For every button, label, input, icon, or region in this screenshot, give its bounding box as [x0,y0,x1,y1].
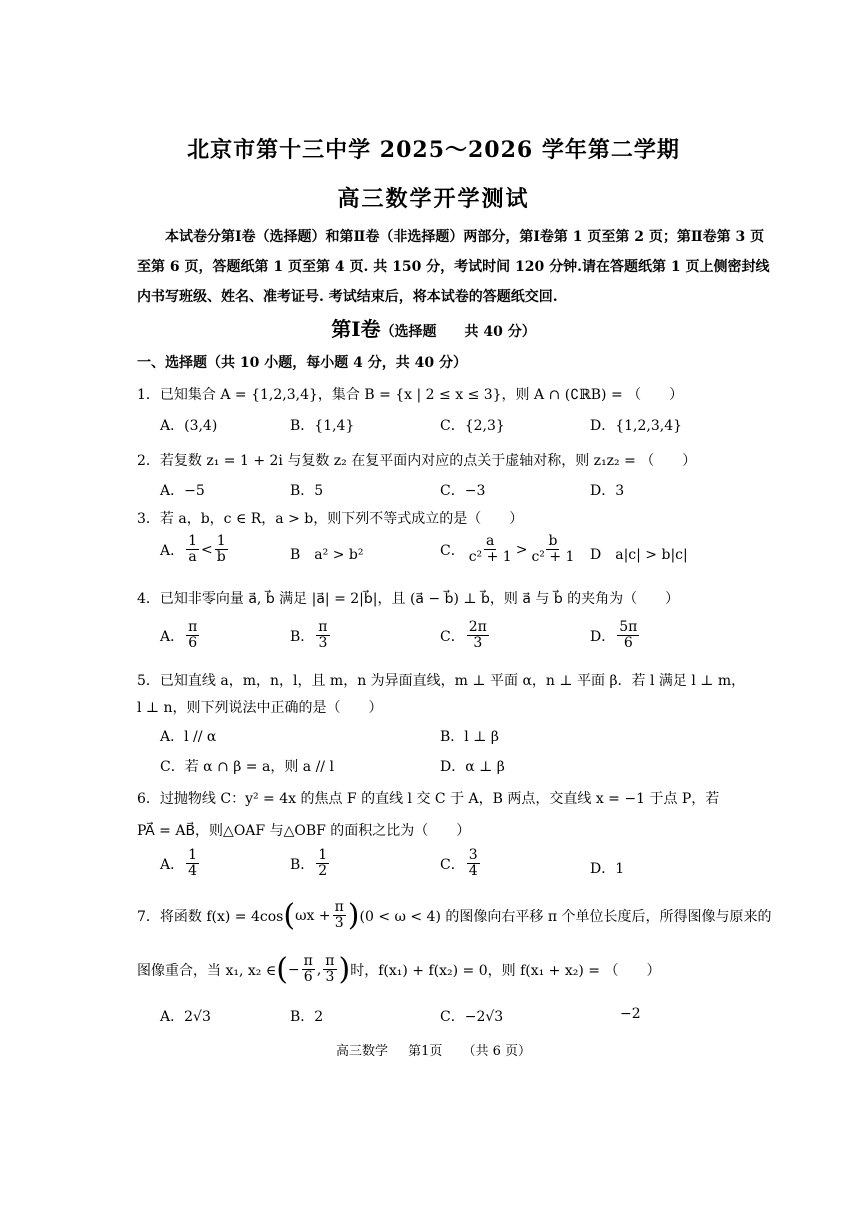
volume-title: 第Ⅰ卷 [331,317,381,341]
question-7-stem-line-1 [137,897,772,933]
q4-c-label: C． [440,628,465,645]
q5-option-c: C．若 α ∩ β = a，则 a // l [160,759,334,775]
q3-c-den-1: c² + 1 [468,549,512,566]
question-6-options [0,848,867,888]
q4-d-frac [617,620,639,652]
question-5-stem-line-2: l ⊥ n，则下列说法中正确的是（ ） [137,700,383,716]
q7-option-c: C．−2√3 [440,1009,504,1025]
q7-arg-num: π [334,899,344,915]
q1-option-d: D．{1,2,3,4} [590,418,683,434]
q7-option-d: −2 [620,1006,641,1022]
q4-option-a [160,620,201,652]
q6-a-num: 1 [188,847,198,863]
volume-subtitle: （选择题 共 40 分） [380,324,536,340]
q7-int-minus: − [287,961,300,978]
footer-subject: 高三数学 [335,1044,388,1059]
q6-b-frac [316,848,329,880]
q7-paren-close: ) [347,897,360,933]
q6-b-label: B． [290,856,315,873]
q7-int-comma: , [316,961,322,978]
q6-a-frac [186,848,199,880]
q5-option-a: A．l // α [160,729,217,745]
q1-option-b: B．{1,4} [290,418,355,434]
q4-d-den: 6 [623,635,633,652]
question-3-stem: 3．若 a，b，c ∈ R，a > b，则下列不等式成立的是（ ） [137,511,524,527]
q6-c-den: 4 [468,863,478,880]
q4-b-num: π [318,619,328,635]
q6-option-c [440,848,482,880]
q3-option-d: D a|c| > b|c| [590,547,688,563]
q4-a-label: A． [160,628,185,645]
q7-int-den-2: 3 [325,969,335,986]
q7-interval-close: ) [338,951,351,987]
question-7-stem-line-2 [137,951,661,987]
q6-option-b [290,848,331,880]
q7-paren-open: ( [283,897,296,933]
q3-a-label: A． [160,542,185,559]
q3-c-label: C． [440,542,465,559]
question-6-stem-line-2: PA⃗ = AB⃗，则△OAF 与△OBF 的面积之比为（ ） [137,823,471,839]
q6-c-num: 3 [468,847,478,863]
q2-option-d: D．3 [590,483,625,499]
q2-option-c: C．−3 [440,483,486,499]
q7-int-num-2: π [325,953,335,969]
q7-option-b: B．2 [290,1009,324,1025]
q4-d-num: 5π [619,619,638,635]
question-4-options [0,620,867,660]
question-1-options [0,415,867,455]
q5-option-b: B．l ⊥ β [440,729,499,745]
q4-b-label: B． [290,628,315,645]
page-subtitle: 高三数学开学测试 [337,186,530,212]
question-3-options [0,534,867,574]
q3-option-c [440,534,578,566]
q7-int-frac-1 [302,954,315,986]
page-footer [0,1040,867,1059]
q3-a-den-2: b [216,549,226,566]
q2-option-a: A．−5 [160,483,205,499]
q2-option-b: B．5 [290,483,324,499]
q4-a-den: 6 [188,635,198,652]
q3-option-a [160,534,230,566]
q6-c-frac [467,848,480,880]
q7-pre: 7．将函数 f(x) = 4cos [137,908,284,925]
q7-int-den-1: 6 [303,969,313,986]
q3-c-frac-1 [467,534,514,566]
q7-interval-open: ( [276,951,288,987]
q7-line2-pre: 图像重合，当 x₁, x₂ ∈ [137,962,277,979]
q7-int-frac-2 [323,954,336,986]
q6-a-den: 4 [188,863,198,880]
q6-b-den: 2 [318,863,328,880]
question-1-stem: 1．已知集合 A = {1,2,3,4}，集合 B = {x | 2 ≤ x ≤ 3}，则 A ∩ (∁ℝB) = （ ） [137,387,684,403]
q6-a-label: A． [160,856,185,873]
q7-option-a: A．2√3 [160,1009,211,1025]
q4-c-num: 2π [468,619,487,635]
q5-option-d: D．α ⊥ β [440,759,505,775]
q3-c-frac-2 [529,534,576,566]
question-4-stem: 4．已知非零向量 a⃗, b⃗ 满足 |a⃗| = 2|b⃗|，且 (a⃗ − b⃗) ⊥ b⃗，则 a⃗ 与 b⃗ 的夹角为（ ） [137,591,680,607]
volume-heading [0,313,867,342]
q3-c-num-2: b [548,533,558,549]
q7-int-num-1: π [303,953,313,969]
q6-b-num: 1 [318,847,328,863]
q3-c-num-1: a [486,533,495,549]
q4-b-frac [316,620,329,652]
q1-option-a: A．(3,4) [160,418,218,434]
q7-arg-frac [333,900,346,932]
q6-option-d: D．1 [590,861,625,877]
footer-total-pages: （共 6 页） [462,1044,532,1059]
q4-c-frac [467,620,489,652]
footer-page-number: 第1页 [408,1044,443,1059]
page-title: 北京市第十三中学 2025～2026 学年第二学期 [187,137,680,163]
q3-c-den-2: c² + 1 [531,549,575,566]
q3-a-num-1: 1 [188,533,198,549]
q4-option-b [290,620,332,652]
q1-option-c: C．{2,3} [440,418,505,434]
q3-a-den-1: a [188,549,197,566]
q7-arg: ωx + [295,907,331,924]
q4-b-den: 3 [318,635,328,652]
question-6-stem-line-1: 6．过抛物线 C：y² = 4x 的焦点 F 的直线 l 交 C 于 A，B 两点，交直线 x = −1 于点 P，若 [137,791,720,807]
question-5-stem-line-1: 5．已知直线 a，m，n，l，且 m，n 为异面直线，m ⊥ 平面 α，n ⊥ 平面 β．若 l 满足 l ⊥ m， [137,673,746,689]
q7-arg-den: 3 [334,915,344,932]
question-2-stem: 2．若复数 z₁ = 1 + 2i 与复数 z₂ 在复平面内对应的点关于虚轴对称，则 z₁z₂ = （ ） [137,453,697,469]
section-heading: 一、选择题（共 10 小题，每小题 4 分，共 40 分） [137,355,467,371]
q3-a-relation: < [201,541,213,558]
q3-a-frac-1 [186,534,199,566]
q7-line2-post: 时，f(x₁) + f(x₂) = 0，则 f(x₁ + x₂) = （ ） [350,962,661,979]
q4-a-frac [186,620,199,652]
q4-option-d [590,620,641,652]
q3-a-num-2: 1 [216,533,226,549]
q7-post: (0 < ω < 4) 的图像向右平移 π 个单位长度后，所得图像与原来的 [359,908,772,925]
q3-c-relation: > [515,541,528,558]
q4-option-c [440,620,491,652]
q6-c-label: C． [440,856,465,873]
q4-a-num: π [188,619,198,635]
q4-c-den: 3 [473,635,483,652]
q4-d-label: D． [590,628,616,645]
exam-instructions: 本试卷分第Ⅰ卷（选择题）和第Ⅱ卷（非选择题）两部分，第Ⅰ卷第 1 页至第 2 页；第Ⅱ卷第 3 页至第 6 页，答题纸第 1 页至第 4 页. 共 150 分，考试时间 120 分钟.请在答题纸第 1 页上侧密封线内书写班级、姓名、准考证号. 考试结束后，将本试卷的答题纸交回. [137,229,770,305]
q3-option-b: B a² > b² [290,547,364,563]
q3-a-frac-2 [215,534,228,566]
q6-option-a [160,848,201,880]
